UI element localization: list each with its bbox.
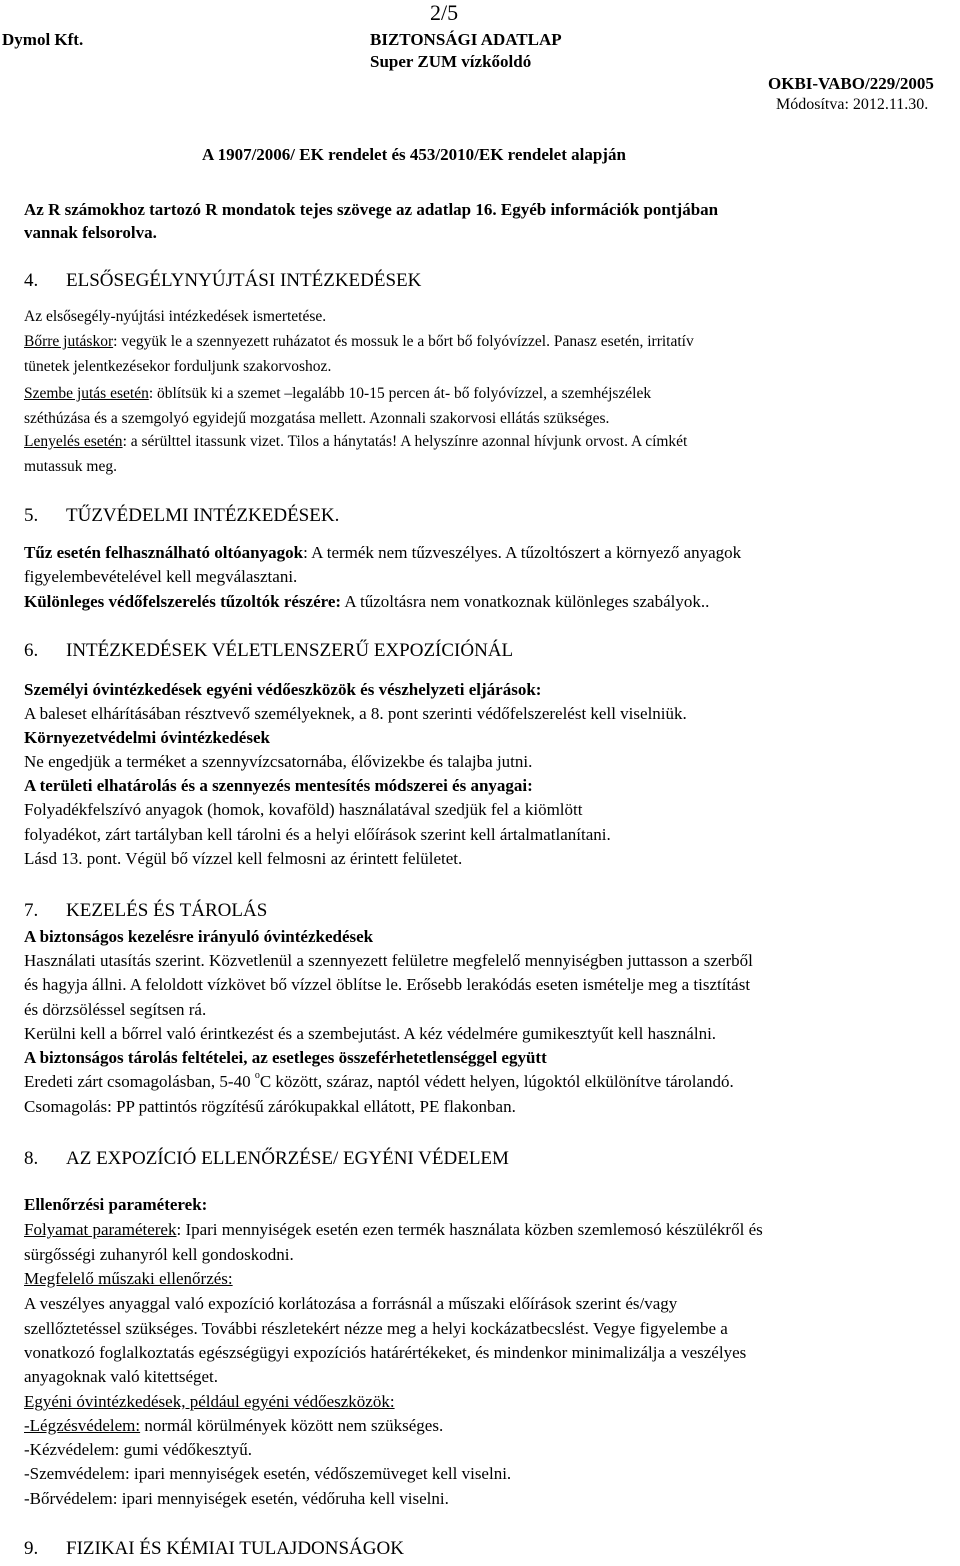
section-6-title: INTÉZKEDÉSEK VÉLETLENSZERŰ EXPOZÍCIÓNÁL: [66, 640, 514, 661]
safe-handling-text-4: Kerülni kell a bőrrel való érintkezést és a szembejutást. A kéz védelmére gumikesztyűt kell használni.: [24, 1024, 717, 1043]
section-4-number: 4.: [24, 270, 39, 291]
firefighter-ppe-label: Különleges védőfelszerelés tűzoltók részére:: [24, 592, 342, 611]
eye-contact-label: Szembe jutás esetén: [24, 385, 149, 402]
control-parameters-heading: Ellenőrzési paraméterek:: [24, 1195, 208, 1214]
section-7-number: 7.: [24, 900, 39, 921]
modified-date: Módosítva: 2012.11.30.: [776, 96, 929, 113]
engineering-controls-text-3: vonatkozó foglalkoztatás egészségügyi expozíciós határértékeket, és mindenkor minimalizálja a veszélyes: [24, 1343, 747, 1362]
section-6-number: 6.: [24, 640, 39, 661]
safe-handling-text-3: és dörzsöléssel segítsen rá.: [24, 1000, 207, 1019]
skin-contact-line-2: tünetek jelentkezésekor forduljunk szakorvoshoz.: [24, 358, 332, 375]
fire-extinguishing-label: Tűz esetén felhasználható oltóanyagok: [24, 543, 304, 562]
containment-text-3: Lásd 13. pont. Végül bő vízzel kell felmosni az érintett felületet.: [24, 849, 463, 868]
hand-protection-line: -Kézvédelem: gumi védőkesztyű.: [24, 1440, 253, 1459]
ingestion-line-2: mutassuk meg.: [24, 458, 117, 475]
degree-superscript: o: [254, 1070, 260, 1081]
skin-contact-text: : vegyük le a szennyezett ruházatot és mossuk le a bőrt bő folyóvízzel. Panasz esetén, irritatív: [113, 333, 694, 350]
safe-handling-heading: A biztonságos kezelésre irányuló óvintézkedések: [24, 927, 374, 946]
containment-heading: A területi elhatárolás és a szennyezés mentesítés módszerei és anyagai:: [24, 776, 533, 795]
section-8-title: AZ EXPOZÍCIÓ ELLENŐRZÉSE/ EGYÉNI VÉDELEM: [66, 1148, 509, 1169]
company-name: Dymol Kft.: [2, 30, 84, 49]
section-7-title: KEZELÉS ÉS TÁROLÁS: [66, 900, 268, 921]
personal-precautions-heading: Személyi óvintézkedések egyéni védőeszközök és vészhelyzeti eljárások:: [24, 680, 542, 699]
firefighter-ppe-text: A tűzoltásra nem vonatkoznak különleges szabályok..: [341, 592, 710, 611]
regulation-line: A 1907/2006/ EK rendelet és 453/2010/EK rendelet alapján: [202, 145, 626, 164]
process-parameters-label: Folyamat paraméterek: [24, 1220, 177, 1239]
eye-contact-line-1: [24, 385, 651, 403]
safe-handling-text-2: és hagyja állni. A feloldott vízkövet bő vízzel öblítse le. Erősebb lerakódás eseten ismételje meg a tisztítást: [24, 975, 751, 994]
document-id: OKBI-VABO/229/2005: [768, 74, 934, 93]
section-9-title: FIZIKAI ÉS KÉMIAI TULAJDONSÁGOK: [66, 1538, 404, 1559]
section-8-number: 8.: [24, 1148, 39, 1169]
respiratory-protection-line: [24, 1416, 443, 1436]
section-5-number: 5.: [24, 505, 39, 526]
process-parameters-line-1: [24, 1220, 763, 1240]
ingestion-line-1: [24, 433, 687, 451]
personal-precautions-text: A baleset elhárításában résztvevő személyeknek, a 8. pont szerinti védőfelszerelést kell viselniük.: [24, 704, 687, 723]
eye-protection-line: -Szemvédelem: ipari mennyiségek esetén, védőszemüveget kell viselni.: [24, 1464, 512, 1483]
eye-contact-text: : öblítsük ki a szemet –legalább 10-15 percen át- bő folyóvízzel, a szemhéjszélek: [148, 385, 652, 402]
ingestion-text: : a sérülttel itassunk vizet. Tilos a hánytatás! A helyszínre azonnal hívjunk orvost. A címkét: [122, 433, 688, 450]
section-4-subtitle: Az elsősegély-nyújtási intézkedések ismertetése.: [24, 308, 327, 325]
fire-extinguishing-line-2: figyelembevételével kell megválasztani.: [24, 567, 298, 586]
firefighter-ppe-line: [24, 592, 709, 612]
safe-storage-text-1: [24, 1072, 734, 1092]
section-5-title: TŰZVÉDELMI INTÉZKEDÉSEK.: [66, 505, 340, 526]
document-title: BIZTONSÁGI ADATLAP: [370, 30, 562, 49]
fire-extinguishing-text: : A termék nem tűzveszélyes. A tűzoltószert a környező anyagok: [303, 543, 742, 562]
skin-contact-line-1: [24, 333, 694, 351]
safe-storage-heading: A biztonságos tárolás feltételei, az esetleges összeférhetetlenséggel együtt: [24, 1048, 547, 1067]
engineering-controls-text-2: szellőztetéssel szükséges. További részletekért nézze meg a helyi kockázatbecslést. Vegye figyelembe a: [24, 1319, 728, 1338]
containment-text-1: Folyadékfelszívó anyagok (homok, kovaföld) használatával szedjük fel a kiömlött: [24, 800, 583, 819]
environmental-precautions-heading: Környezetvédelmi óvintézkedések: [24, 728, 270, 747]
safe-handling-text-1: Használati utasítás szerint. Közvetlenül a szennyezett felületre megfelelő mennyiségben juttasson a szerből: [24, 951, 753, 970]
individual-protection-label: Egyéni óvintézkedések, például egyéni védőeszközök:: [24, 1392, 395, 1411]
intro-line-2: vannak felsorolva.: [24, 223, 157, 242]
page-number: 2/5: [430, 0, 459, 25]
skin-protection-line: -Bőrvédelem: ipari mennyiségek esetén, védőruha kell viselni.: [24, 1489, 449, 1508]
engineering-controls-label: Megfelelő műszaki ellenőrzés:: [24, 1269, 233, 1288]
engineering-controls-text-1: A veszélyes anyaggal való expozíció korlátozása a forrásnál a műszaki előírások szerint és/vagy: [24, 1294, 678, 1313]
containment-text-2: folyadékot, zárt tartályban kell tárolni és a helyi előírások szerint kell ártalmatlanítani.: [24, 825, 611, 844]
section-4-title: ELSŐSEGÉLYNYÚJTÁSI INTÉZKEDÉSEK: [66, 270, 422, 291]
skin-contact-label: Bőrre jutáskor: [24, 333, 114, 350]
storage-text-post: C között, száraz, naptól védett helyen, lúgoktól elkülönítve tárolandó.: [259, 1072, 734, 1091]
ingestion-label: Lenyelés esetén: [24, 433, 123, 450]
safe-storage-text-2: Csomagolás: PP pattintós rögzítésű zárókupakkal ellátott, PE flakonban.: [24, 1097, 516, 1116]
engineering-controls-text-4: anyagoknak való kitettséget.: [24, 1367, 219, 1386]
process-parameters-line-2: sürgősségi zuhanyról kell gondoskodni.: [24, 1245, 294, 1264]
storage-text-pre: Eredeti zárt csomagolásban, 5-40: [24, 1072, 255, 1091]
product-name: Super ZUM vízkőoldó: [370, 52, 532, 71]
respiratory-protection-text: normál körülmények között nem szükséges.: [140, 1416, 444, 1435]
intro-line-1: Az R számokhoz tartozó R mondatok tejes szövege az adatlap 16. Egyéb információk pontjában: [24, 200, 719, 219]
eye-contact-line-2: széthúzása és a szemgolyó egyidejű mozgatása mellett. Azonnali szakorvosi ellátás szükséges.: [24, 410, 610, 427]
section-9-number: 9.: [24, 1538, 39, 1559]
environmental-precautions-text: Ne engedjük a terméket a szennyvízcsatornába, élővizekbe és talajba jutni.: [24, 752, 533, 771]
fire-extinguishing-line-1: [24, 543, 741, 563]
respiratory-protection-label: -Légzésvédelem:: [24, 1416, 141, 1435]
process-parameters-text: : Ipari mennyiségek esetén ezen termék használata közben szemlemosó készülékről és: [176, 1220, 763, 1239]
